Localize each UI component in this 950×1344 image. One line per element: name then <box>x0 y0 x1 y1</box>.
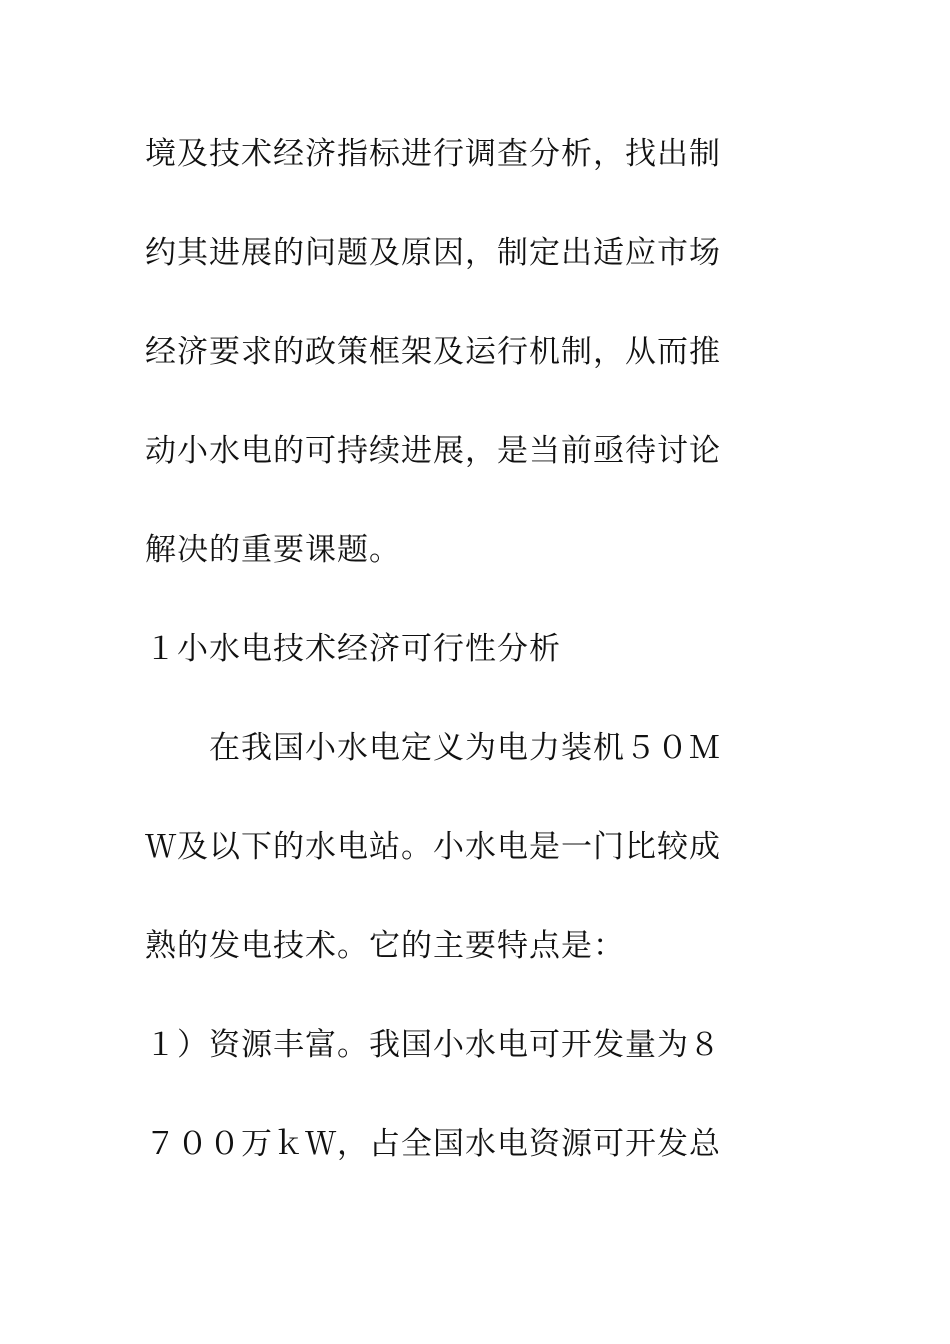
section-heading: １小水电技术经济可行性分析 <box>145 631 561 667</box>
paragraph-line: ７００万ｋＷ，占全国水电资源可开发总 <box>145 1126 721 1162</box>
paragraph-line: 约其进展的问题及原因，制定出适应市场 <box>145 235 721 271</box>
paragraph-line: 境及技术经济指标进行调查分析，找出制 <box>145 136 721 172</box>
paragraph-line: 在我国小水电定义为电力装机５０Ｍ <box>145 730 721 766</box>
list-item-line: １）资源丰富。我国小水电可开发量为８ <box>145 1027 721 1063</box>
paragraph-line: 动小水电的可持续进展，是当前亟待讨论 <box>145 433 721 469</box>
paragraph-line: 经济要求的政策框架及运行机制，从而推 <box>145 334 721 370</box>
paragraph-line: 解决的重要课题。 <box>145 532 401 568</box>
paragraph-line: Ｗ及以下的水电站。小水电是一门比较成 <box>145 829 721 865</box>
paragraph-line: 熟的发电技术。它的主要特点是： <box>145 928 625 964</box>
